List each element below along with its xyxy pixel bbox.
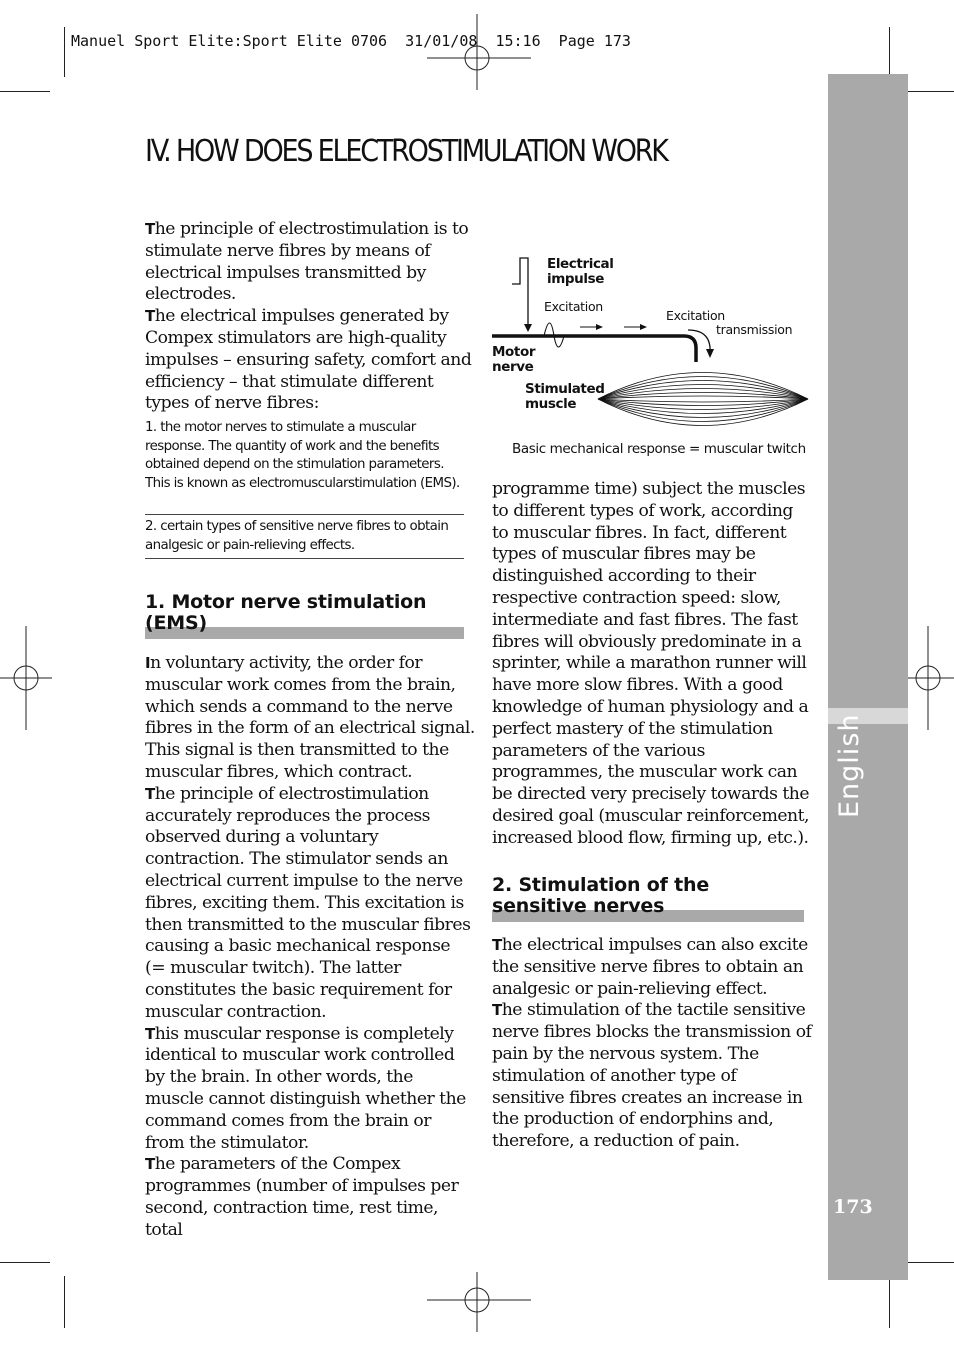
- list-item: 1. the motor nerves to stimulate a muscular response. The quantity of work and the benefits obtained depend on the stimulation parameters. This is known as electromuscularstimulation (EMS).: [145, 420, 460, 491]
- body-paragraph: programme time) subject the muscles to different types of work, according to muscular fibres. In fact, different types of muscular fibres may be distinguished according to their respective contraction speed: slow, intermediate and fast fibres. The fast fibres will obviously predominate in a sprinter, while a marathon runner will have more slow fibres. With a good knowledge of human physiology and a perfect mastery of the stimulation parameters of the various programmes, the muscular work can be directed very precisely towards the desired goal (muscular reinforcement, increased blood flow, firming up, etc.).: [492, 479, 810, 848]
- paragraph-text: he parameters of the Compex programmes (number of impulses per second, contraction time, rest time, total: [145, 1154, 459, 1240]
- section-1-continued: [492, 479, 812, 850]
- section-heading: 2. Stimulation of the sensitive nerves: [492, 874, 710, 917]
- label-line: muscle: [525, 396, 577, 412]
- label-line: Stimulated: [525, 381, 605, 397]
- diagram-caption: Basic mechanical response = muscular twitch: [512, 441, 806, 457]
- drop-initial: T: [145, 1155, 155, 1174]
- intro-paragraph: [145, 306, 475, 415]
- paragraph-text: n voluntary activity, the order for muscular work comes from the brain, which sends a command to the nerve fibres in the form of an electrical signal. This signal is then transmitted to the muscular fibres, which contract.: [145, 653, 475, 782]
- section-2-text: [492, 935, 812, 1153]
- body-paragraph: [145, 653, 475, 784]
- body-paragraph: [145, 1024, 475, 1155]
- diagram-label: [492, 345, 535, 375]
- diagram-label: transmission: [716, 322, 793, 337]
- intro-text: [145, 219, 475, 415]
- section-heading: 1. Motor nerve stimulation (EMS): [145, 591, 427, 634]
- registration-mark-left: [0, 626, 52, 730]
- label-line: Motor: [492, 344, 536, 360]
- crop-mark: [903, 1262, 954, 1263]
- crop-mark: [64, 1276, 65, 1328]
- crop-mark: [889, 27, 890, 77]
- drop-initial: T: [145, 784, 155, 803]
- registration-mark-bottom: [427, 1272, 531, 1332]
- drop-initial: T: [492, 936, 502, 954]
- paragraph-text: his muscular response is completely identical to muscular work controlled by the brain. In other words, the muscle cannot distinguish whether the command comes from the brain or from the stimulator.: [145, 1023, 466, 1153]
- diagram-label: [525, 382, 605, 412]
- body-paragraph: [145, 1154, 475, 1241]
- drop-initial: T: [145, 1024, 155, 1043]
- page-title: IV. HOW DOES ELECTROSTIMULATION WORK: [145, 134, 667, 169]
- language-sidebar: [828, 74, 908, 1280]
- print-slug: Manuel Sport Elite:Sport Elite 0706 31/01/08 15:16 Page 173: [71, 32, 631, 50]
- registration-mark-top: [427, 14, 531, 90]
- drop-initial: T: [492, 1001, 502, 1020]
- drop-initial: T: [145, 307, 155, 326]
- list-item: 2. certain types of sensitive nerve fibres to obtain analgesic or pain-relieving effects.: [145, 519, 449, 553]
- paragraph-text: he electrical impulses generated by Compex stimulators are high-quality impulses – ensuring safety, comfort and efficiency – that stimulate different types of nerve fibres:: [145, 306, 472, 414]
- paragraph-text: he stimulation of the tactile sensitive nerve fibres blocks the transmission of pain by the nervous system. The stimulation of another type of sensitive fibres creates an increase in the production of endorphins and, therefore, a reduction of pain.: [492, 1000, 812, 1152]
- section-1-text: [145, 653, 475, 1242]
- paragraph-text: he electrical impulses can also excite the sensitive nerve fibres to obtain an analgesic or pain-relieving effect.: [492, 935, 808, 999]
- paragraph-text: he principle of electrostimulation is to stimulate nerve fibres by means of electrical impulses transmitted by electrodes.: [145, 219, 469, 305]
- crop-mark: [0, 1262, 50, 1263]
- crop-mark: [903, 91, 954, 92]
- paragraph-text: he principle of electrostimulation accurately reproduces the process observed during a voluntary contraction. The stimulator sends an electrical current impulse to the nerve fibres, exciting them. This excitation is then transmitted to the muscular fibres causing a basic mechanical response (= muscular twitch). The latter constitutes the basic requirement for muscular contraction.: [145, 783, 471, 1022]
- language-label: English: [834, 713, 865, 818]
- diagram-label: Excitation: [666, 308, 725, 323]
- diagram-label: [547, 257, 614, 287]
- body-paragraph: [145, 784, 475, 1024]
- label-line: impulse: [547, 271, 604, 287]
- drop-initial: I: [145, 654, 151, 672]
- registration-mark-right: [902, 626, 954, 730]
- divider: [145, 558, 464, 559]
- label-line: nerve: [492, 359, 534, 375]
- body-paragraph: [492, 935, 812, 1000]
- divider: [145, 514, 464, 515]
- diagram-label: Excitation: [544, 299, 603, 314]
- crop-mark: [64, 27, 65, 77]
- label-line: Electrical: [547, 256, 614, 272]
- drop-initial: T: [145, 220, 155, 238]
- page-number: 173: [833, 1196, 873, 1218]
- intro-paragraph: [145, 219, 475, 306]
- crop-mark: [0, 91, 50, 92]
- body-paragraph: [492, 1000, 812, 1153]
- crop-mark: [889, 1276, 890, 1328]
